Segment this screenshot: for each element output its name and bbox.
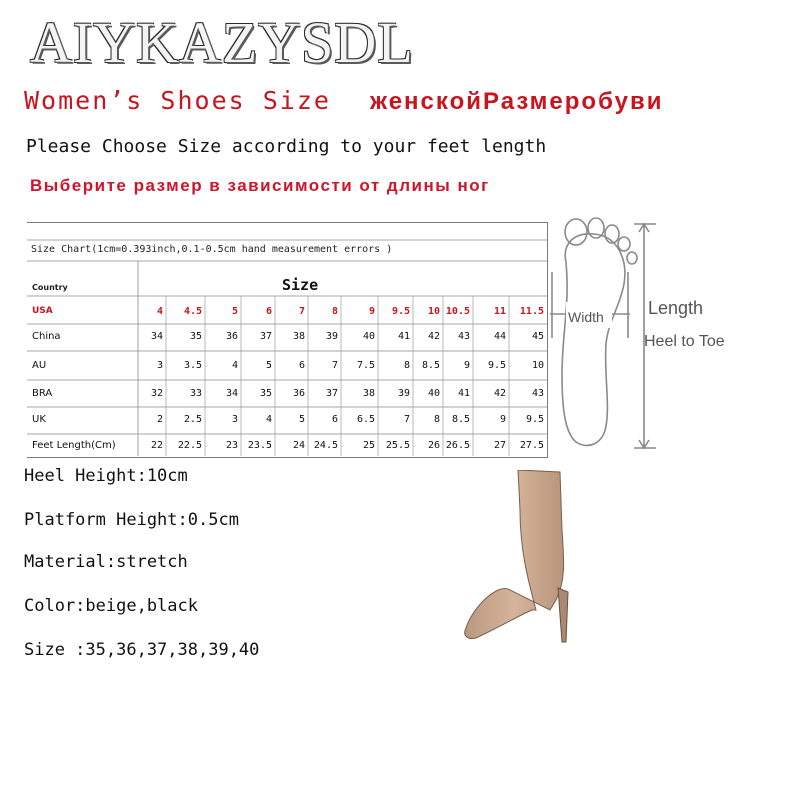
size-chart-cell: 44 bbox=[493, 331, 506, 342]
size-chart-caption: Size Chart(1cm=0.393inch,0.1-0.5cm hand measurement errors ) bbox=[31, 244, 393, 255]
toe-4 bbox=[618, 237, 630, 251]
size-chart-cell: 4 bbox=[156, 306, 163, 317]
spec-heel-height: Heel Height:10cm bbox=[24, 466, 188, 486]
size-chart-row-label: China bbox=[32, 331, 61, 342]
size-chart-row-label: BRA bbox=[32, 388, 53, 399]
instruction-russian: Выберите размер в зависимости от длины ног bbox=[30, 176, 490, 195]
size-chart-cell: 22 bbox=[150, 440, 163, 451]
size-chart-cell: 2 bbox=[156, 414, 163, 425]
width-label: Width bbox=[568, 309, 604, 325]
size-chart-cell: 43 bbox=[457, 331, 470, 342]
country-column-header: Country bbox=[32, 283, 68, 292]
size-chart-cell: 9 bbox=[463, 360, 470, 371]
size-chart-cell: 24 bbox=[292, 440, 305, 451]
size-chart-cell: 32 bbox=[150, 388, 163, 399]
instruction-english: Please Choose Size according to your feet length bbox=[26, 136, 547, 157]
size-chart-cell: 24.5 bbox=[313, 440, 338, 451]
size-chart-cell: 40 bbox=[427, 388, 440, 399]
spec-material: Material:stretch bbox=[24, 552, 188, 572]
size-chart-cell: 7.5 bbox=[356, 360, 375, 371]
size-column-header: Size bbox=[282, 276, 319, 294]
size-chart-cell: 27 bbox=[493, 440, 506, 451]
length-label: Length bbox=[648, 298, 704, 318]
size-chart-cell: 35 bbox=[189, 331, 202, 342]
size-chart-cell: 11.5 bbox=[519, 306, 544, 317]
size-chart-cell: 4 bbox=[231, 360, 238, 371]
size-chart-cell: 6.5 bbox=[356, 414, 375, 425]
toe-5 bbox=[627, 252, 637, 264]
size-chart-cell: 41 bbox=[457, 388, 470, 399]
size-chart-cell: 27.5 bbox=[519, 440, 544, 451]
size-chart-cell: 43 bbox=[531, 388, 544, 399]
size-chart-cell: 7 bbox=[331, 360, 338, 371]
brand-logo: AIYKAZYSDL bbox=[30, 10, 414, 75]
size-chart-cell: 3 bbox=[231, 414, 238, 425]
size-chart-cell: 36 bbox=[225, 331, 238, 342]
size-chart-row-label: USA bbox=[32, 306, 53, 316]
size-chart-cell: 7 bbox=[298, 306, 305, 317]
size-chart-row-label: Feet Length(Cm) bbox=[32, 440, 116, 451]
size-chart-cell: 8.5 bbox=[421, 360, 440, 371]
size-chart-cell: 25.5 bbox=[385, 440, 410, 451]
size-chart-cell: 6 bbox=[298, 360, 305, 371]
size-chart-cell: 9.5 bbox=[487, 360, 506, 371]
boot-heel bbox=[558, 588, 568, 642]
size-chart-cell: 2.5 bbox=[183, 414, 202, 425]
size-chart-cell: 37 bbox=[259, 331, 272, 342]
toe-1 bbox=[565, 219, 587, 245]
size-chart-cell: 38 bbox=[362, 388, 375, 399]
size-chart-cell: 6 bbox=[265, 306, 272, 317]
subtitle-english: Women’s Shoes Size bbox=[24, 86, 331, 115]
foot-outline bbox=[562, 234, 625, 446]
boot-product-image bbox=[458, 470, 588, 650]
size-chart-cell: 9 bbox=[499, 414, 506, 425]
size-chart-row-label: UK bbox=[32, 414, 46, 425]
size-chart-cell: 39 bbox=[325, 331, 338, 342]
size-chart-cell: 35 bbox=[259, 388, 272, 399]
size-chart-cell: 23 bbox=[225, 440, 238, 451]
size-chart-cell: 8 bbox=[433, 414, 440, 425]
size-chart-cell: 10 bbox=[531, 360, 544, 371]
size-chart-cell: 37 bbox=[325, 388, 338, 399]
boot-shaft bbox=[465, 470, 564, 639]
size-chart-row-label: AU bbox=[32, 360, 47, 371]
size-chart-cell: 23.5 bbox=[247, 440, 272, 451]
size-chart-cell: 9 bbox=[368, 306, 375, 317]
size-chart-cell: 34 bbox=[225, 388, 238, 399]
size-chart-cell: 34 bbox=[150, 331, 163, 342]
foot-measure-diagram bbox=[548, 214, 788, 464]
size-chart-cell: 10.5 bbox=[445, 306, 470, 317]
size-chart-cell: 26.5 bbox=[445, 440, 470, 451]
size-chart-cell: 11 bbox=[493, 306, 506, 317]
size-chart-cell: 25 bbox=[362, 440, 375, 451]
size-chart-cell: 45 bbox=[531, 331, 544, 342]
size-chart-cell: 9.5 bbox=[525, 414, 544, 425]
size-chart-cell: 42 bbox=[427, 331, 440, 342]
size-chart-cell: 40 bbox=[362, 331, 375, 342]
size-chart-cell: 9.5 bbox=[391, 306, 410, 317]
size-chart-cell: 3 bbox=[156, 360, 163, 371]
size-chart-cell: 8.5 bbox=[451, 414, 470, 425]
size-chart-cell: 36 bbox=[292, 388, 305, 399]
size-chart-cell: 39 bbox=[397, 388, 410, 399]
size-chart-cell: 4.5 bbox=[183, 306, 202, 317]
size-chart-cell: 5 bbox=[298, 414, 305, 425]
size-chart-cell: 7 bbox=[403, 414, 410, 425]
size-chart-cell: 26 bbox=[427, 440, 440, 451]
spec-color: Color:beige,black bbox=[24, 596, 198, 616]
size-chart-cell: 8 bbox=[331, 306, 338, 317]
size-chart-cell: 6 bbox=[331, 414, 338, 425]
spec-sizes: Size :35,36,37,38,39,40 bbox=[24, 640, 260, 660]
size-chart-cell: 41 bbox=[397, 331, 410, 342]
size-chart-cell: 8 bbox=[403, 360, 410, 371]
size-chart-cell: 10 bbox=[427, 306, 440, 317]
size-chart-cell: 3.5 bbox=[183, 360, 202, 371]
size-chart-cell: 5 bbox=[231, 306, 238, 317]
size-chart-cell: 4 bbox=[265, 414, 272, 425]
size-chart-cell: 38 bbox=[292, 331, 305, 342]
spec-platform-height: Platform Height:0.5cm bbox=[24, 510, 239, 530]
size-chart-cell: 33 bbox=[189, 388, 202, 399]
subtitle-russian: женскойРазмеробуви bbox=[370, 88, 664, 115]
size-chart-cell: 22.5 bbox=[177, 440, 202, 451]
size-chart-cell: 42 bbox=[493, 388, 506, 399]
heel-to-toe-label: Heel to Toe bbox=[644, 333, 725, 350]
size-chart-cell: 5 bbox=[265, 360, 272, 371]
